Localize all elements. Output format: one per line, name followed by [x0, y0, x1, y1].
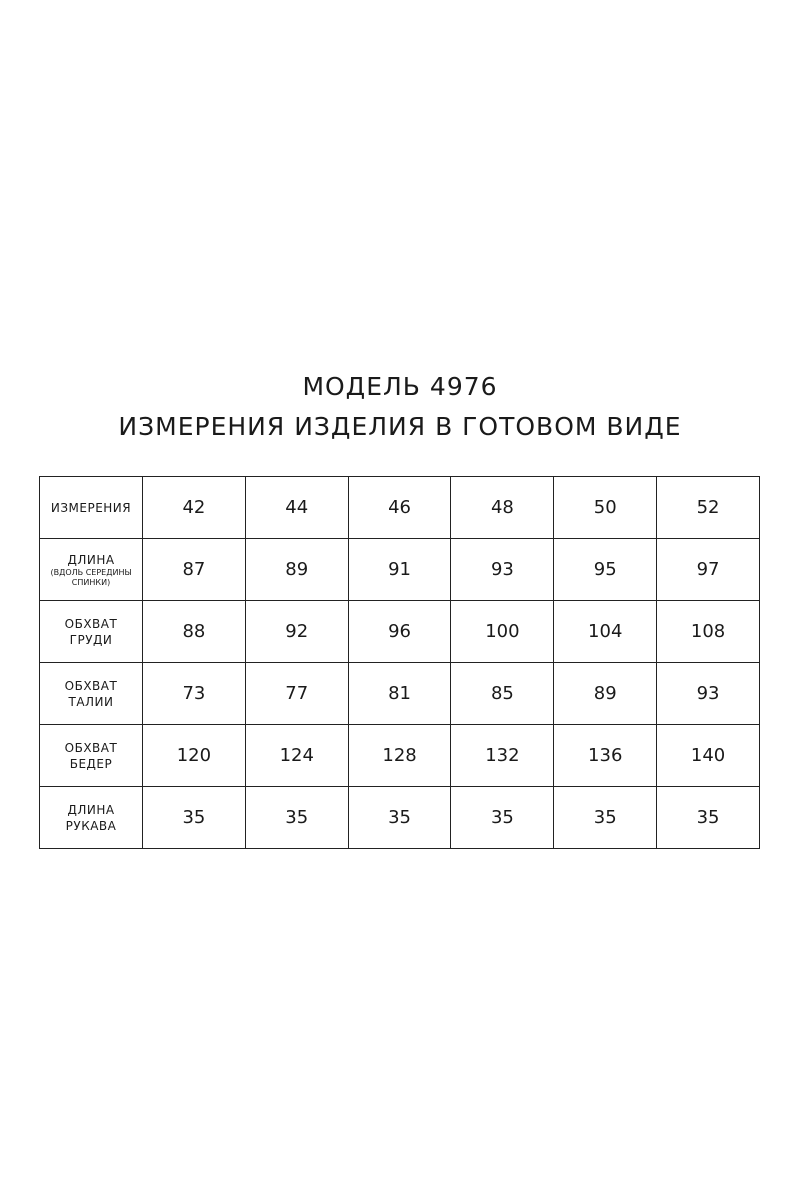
table-cell: 100: [451, 601, 554, 663]
size-header-cell: 42: [143, 477, 246, 539]
table-cell: 120: [143, 725, 246, 787]
header-label-cell: [40, 477, 143, 539]
table-cell: 85: [451, 663, 554, 725]
row-label: ОБХВАТ: [64, 616, 118, 631]
row-label: ГРУДИ: [69, 632, 113, 647]
table-cell: 128: [348, 725, 451, 787]
table-cell: 108: [657, 601, 760, 663]
measurements-subtitle: ИЗМЕРЕНИЯ ИЗДЕЛИЯ В ГОТОВОМ ВИДЕ: [118, 412, 682, 441]
row-label: ДЛИНА: [67, 552, 115, 567]
table-cell: 77: [245, 663, 348, 725]
table-cell: 35: [657, 787, 760, 849]
table-cell: 35: [554, 787, 657, 849]
size-header-cell: 52: [657, 477, 760, 539]
table-cell: 35: [143, 787, 246, 849]
row-label-cell: [40, 601, 143, 663]
size-header-cell: 50: [554, 477, 657, 539]
size-chart-table: [39, 476, 760, 849]
table-header-row: [40, 477, 760, 539]
table-cell: 35: [348, 787, 451, 849]
row-label: РУКАВА: [65, 818, 117, 833]
table-cell: 89: [554, 663, 657, 725]
row-label-cell: [40, 663, 143, 725]
table-cell: 96: [348, 601, 451, 663]
table-cell: 81: [348, 663, 451, 725]
table-row: [40, 787, 760, 849]
row-label-cell: [40, 539, 143, 601]
table-cell: 35: [451, 787, 554, 849]
table-cell: 87: [143, 539, 246, 601]
row-label: ДЛИНА: [67, 802, 115, 817]
table-row: [40, 725, 760, 787]
size-header-cell: 44: [245, 477, 348, 539]
header-label: ИЗМЕРЕНИЯ: [50, 500, 132, 515]
row-label: ОБХВАТ: [64, 740, 118, 755]
row-label-cell: [40, 725, 143, 787]
table-cell: 35: [245, 787, 348, 849]
table-cell: 73: [143, 663, 246, 725]
table-cell: 132: [451, 725, 554, 787]
table-row: [40, 663, 760, 725]
row-label: БЕДЕР: [69, 756, 113, 771]
table-cell: 91: [348, 539, 451, 601]
size-header-cell: 48: [451, 477, 554, 539]
table-cell: 93: [451, 539, 554, 601]
table-cell: 140: [657, 725, 760, 787]
model-title: МОДЕЛЬ 4976: [302, 372, 498, 401]
table-cell: 89: [245, 539, 348, 601]
table-cell: 88: [143, 601, 246, 663]
row-label-cell: [40, 787, 143, 849]
table-cell: 93: [657, 663, 760, 725]
size-header-cell: 46: [348, 477, 451, 539]
table-row: [40, 601, 760, 663]
table-row: [40, 539, 760, 601]
row-label-note: (ВДОЛЬ СЕРЕДИНЫ СПИНКИ): [50, 567, 132, 587]
row-label: ОБХВАТ: [64, 678, 118, 693]
table-cell: 104: [554, 601, 657, 663]
row-label: ТАЛИИ: [68, 694, 114, 709]
table-cell: 97: [657, 539, 760, 601]
table-cell: 136: [554, 725, 657, 787]
table-cell: 95: [554, 539, 657, 601]
table-cell: 124: [245, 725, 348, 787]
table-cell: 92: [245, 601, 348, 663]
